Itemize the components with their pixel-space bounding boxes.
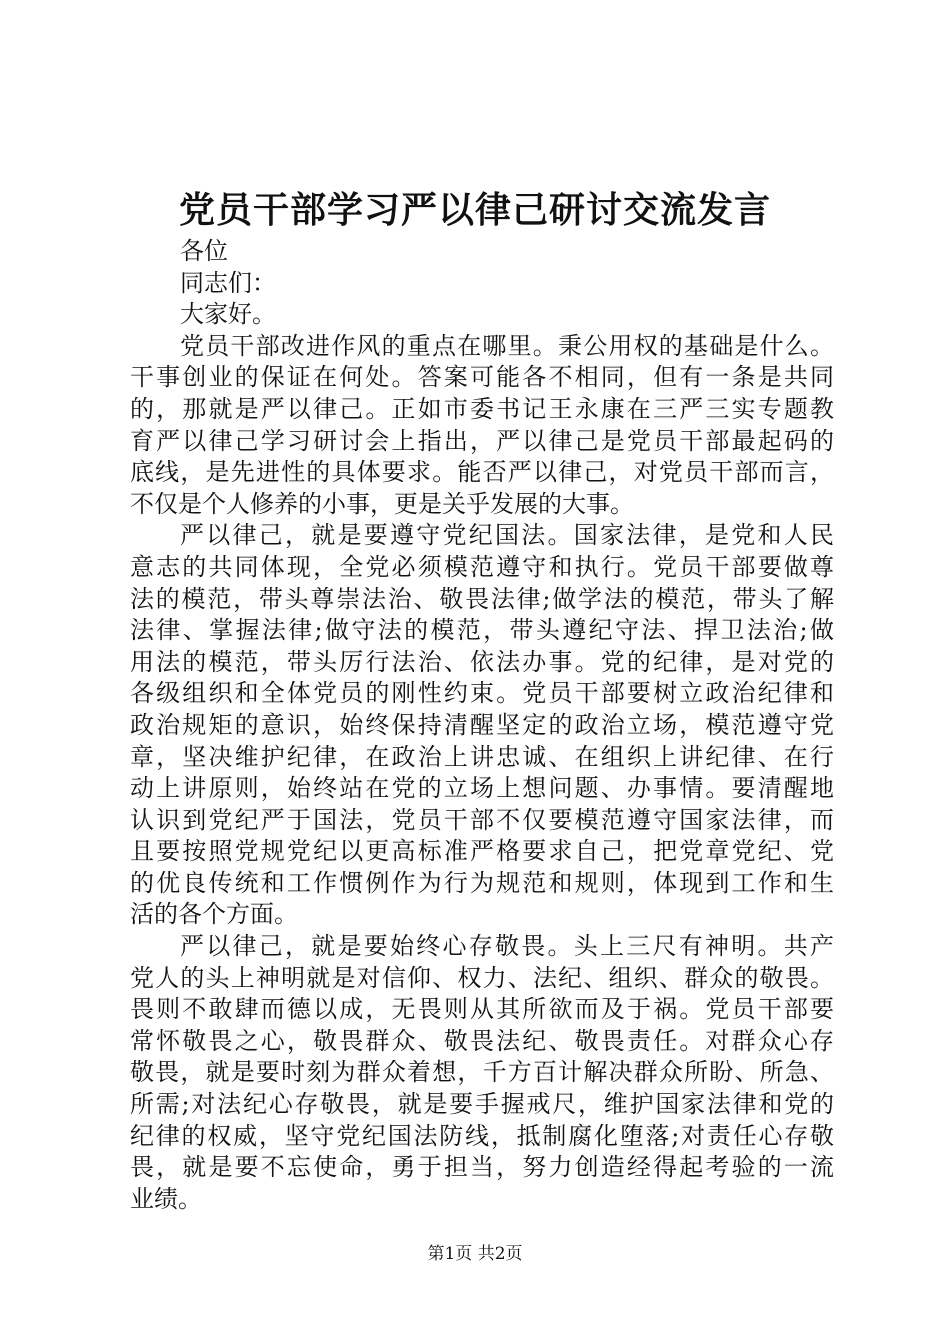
text-line: 严以律己，就是要始终心存敬畏。头上三尺有神明。共产: [180, 932, 834, 961]
page-footer: 第1页 共2页: [427, 1244, 523, 1264]
text-line: 政治规矩的意识，始终保持清醒坚定的政治立场，模范遵守党: [130, 710, 834, 739]
text-line: 动上讲原则，始终站在党的立场上想问题、办事情。要清醒地: [130, 774, 834, 803]
text-line: 底线，是先进性的具体要求。能否严以律己，对党员干部而言，: [130, 458, 834, 487]
text-line: 的，那就是严以律己。正如市委书记王永康在三严三实专题教: [130, 394, 834, 423]
text-line: 的优良传统和工作惯例作为行为规范和规则，体现到工作和生: [130, 868, 834, 897]
text-line: 意志的共同体现，全党必须模范遵守和执行。党员干部要做尊: [130, 552, 834, 581]
text-line: 且要按照党规党纪以更高标准严格要求自己，把党章党纪、党: [130, 837, 834, 866]
text-line: 各位: [180, 237, 228, 265]
text-line: 不仅是个人修养的小事，更是关乎发展的大事。: [130, 489, 634, 518]
text-line: 畏，就是要不忘使命，勇于担当，努力创造经得起考验的一流: [130, 1153, 834, 1182]
text-line: 章，坚决维护纪律，在政治上讲忠诚、在组织上讲纪律、在行: [130, 742, 834, 771]
text-line: 育严以律己学习研讨会上指出，严以律己是党员干部最起码的: [130, 426, 834, 455]
text-line: 各级组织和全体党员的刚性约束。党员干部要树立政治纪律和: [130, 679, 834, 708]
text-line: 党人的头上神明就是对信仰、权力、法纪、组织、群众的敬畏。: [130, 963, 834, 992]
text-line: 用法的模范，带头厉行法治、依法办事。党的纪律，是对党的: [130, 647, 834, 676]
text-line: 认识到党纪严于国法，党员干部不仅要模范遵守国家法律，而: [130, 805, 834, 834]
text-line: 所需;对法纪心存敬畏，就是要手握戒尺，维护国家法律和党的: [130, 1090, 834, 1119]
text-line: 严以律己，就是要遵守党纪国法。国家法律，是党和人民: [180, 521, 834, 550]
text-line: 业绩。: [130, 1184, 202, 1213]
document-body: [130, 236, 834, 1215]
document-title: 党员干部学习严以律己研讨交流发言: [178, 189, 771, 231]
text-line: 党员干部改进作风的重点在哪里。秉公用权的基础是什么。: [180, 331, 834, 360]
text-line: 敬畏，就是要时刻为群众着想，千方百计解决群众所盼、所急、: [130, 1058, 834, 1087]
text-line: 纪律的权威，坚守党纪国法防线，抵制腐化堕落;对责任心存敬: [130, 1121, 834, 1150]
text-line: 畏则不敢肆而德以成，无畏则从其所欲而及于祸。党员干部要: [130, 995, 834, 1024]
text-line: 活的各个方面。: [130, 900, 298, 929]
text-line: 大家好。: [180, 300, 276, 329]
text-line: 法律、掌握法律;做守法的模范，带头遵纪守法、捍卫法治;做: [130, 616, 834, 645]
text-line: 同志们：: [180, 268, 276, 297]
text-line: 法的模范，带头尊崇法治、敬畏法律;做学法的模范，带头了解: [130, 584, 834, 613]
text-line: 常怀敬畏之心，敬畏群众、敬畏法纪、敬畏责任。对群众心存: [130, 1026, 834, 1055]
text-line: 干事创业的保证在何处。答案可能各不相同，但有一条是共同: [130, 363, 834, 392]
